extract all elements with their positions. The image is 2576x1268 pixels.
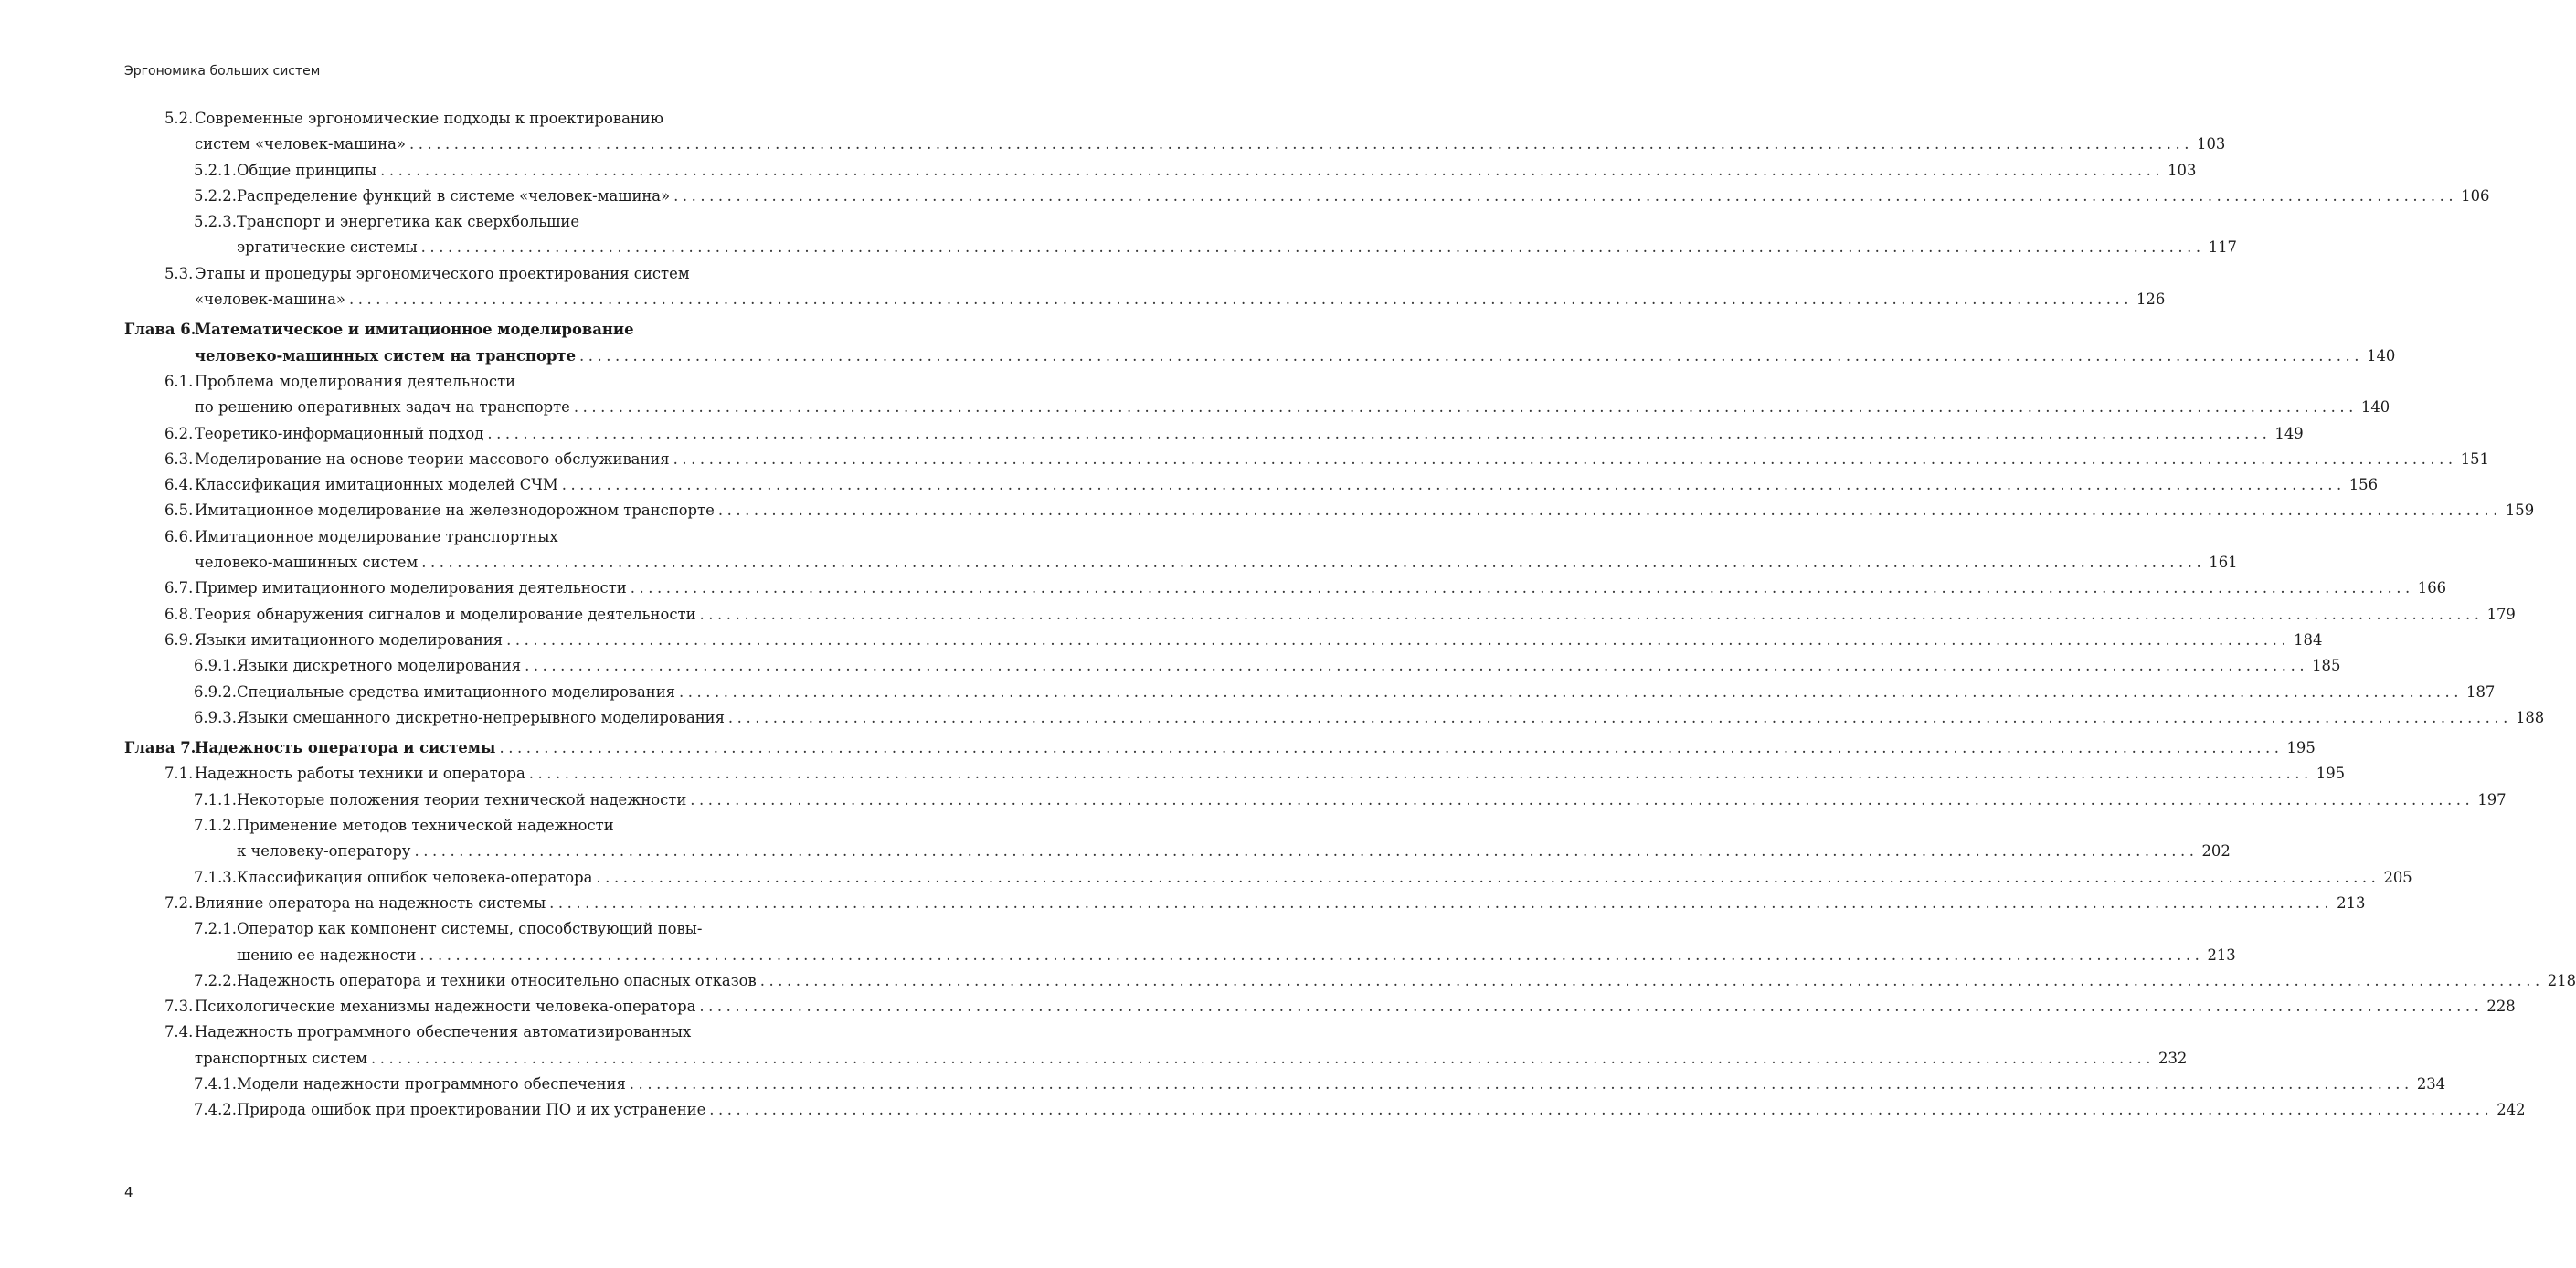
entry-leader — [195, 994, 2516, 1020]
dot-leader: ........................................................................................................................................................................................................ — [690, 790, 2475, 808]
entry-leader — [195, 287, 2166, 312]
toc-entry — [0, 865, 2412, 891]
entry-number: 6.8. — [164, 605, 194, 623]
entry-title: Классификация имитационных моделей СЧМ — [195, 476, 558, 494]
toc-entry — [0, 1072, 2446, 1097]
dot-leader: ........................................................................................................................................................................................................ — [528, 765, 2313, 783]
entry-number: 5.2. — [164, 110, 194, 127]
entry-line — [0, 472, 2379, 498]
entry-number: Глава 6. — [124, 321, 196, 339]
entry-line — [0, 498, 2535, 523]
chapter-entry — [0, 317, 2396, 369]
entry-line — [0, 132, 2226, 157]
toc-entry — [0, 472, 2379, 498]
page-ref: 106 — [2461, 186, 2490, 205]
entry-leader — [195, 421, 2304, 447]
entry-leader — [237, 839, 2231, 864]
entry-line — [0, 524, 891, 550]
entry-title: Современные эргономические подходы к проектированию — [195, 110, 663, 127]
page-ref: 185 — [2312, 657, 2341, 675]
entry-number: 6.6. — [164, 527, 194, 545]
page-number: 4 — [124, 1184, 133, 1200]
entry-title: Имитационное моделирование на железнодорожном транспорте — [195, 502, 715, 520]
entry-leader — [195, 576, 2447, 601]
entry-line — [0, 705, 2545, 731]
entry-line — [0, 343, 2396, 369]
page-ref: 159 — [2505, 502, 2535, 520]
entry-title: «человек-машина» — [195, 291, 345, 309]
dot-leader: ........................................................................................................................................................................................................ — [487, 424, 2272, 442]
dot-leader: ........................................................................................................................................................................................................ — [380, 161, 2165, 179]
entry-title: Языки дискретного моделирования — [237, 657, 522, 675]
entry-leader — [195, 132, 2226, 157]
page-ref: 103 — [2168, 161, 2197, 179]
entry-line — [0, 680, 2496, 705]
page-ref: 103 — [2197, 135, 2226, 153]
dot-leader: ........................................................................................................................................................................................................ — [414, 842, 2199, 861]
entry-title: Проблема моделирования деятельности — [195, 372, 516, 390]
entry-number: 6.1. — [164, 372, 194, 390]
entry-line — [0, 968, 2576, 994]
entry-leader — [237, 235, 2237, 260]
entry-number: 5.3. — [164, 264, 194, 282]
entry-title: по решению оперативных задач на транспорте — [195, 398, 570, 417]
toc-entry — [0, 813, 2231, 865]
page-ref: 188 — [2515, 708, 2545, 726]
entry-line — [0, 184, 2490, 209]
entry-title: Языки имитационного моделирования — [195, 630, 504, 649]
entry-title: Распределение функций в системе «человек-машина» — [237, 186, 671, 205]
entry-leader — [237, 680, 2496, 705]
toc-entry — [0, 158, 2197, 184]
entry-line — [0, 994, 2516, 1020]
page-ref: 126 — [2136, 291, 2166, 309]
entry-title: Оператор как компонент системы, способствующий повы- — [237, 920, 703, 938]
page-ref: 232 — [2158, 1049, 2188, 1067]
entry-title: Специальные средства имитационного моделирования — [237, 682, 675, 701]
dot-leader: ........................................................................................................................................................................................................ — [421, 554, 2206, 572]
toc-entry — [0, 184, 2490, 209]
entry-leader — [195, 735, 2316, 761]
page-ref: 228 — [2486, 998, 2516, 1016]
page-ref: 166 — [2417, 579, 2447, 597]
entry-title: Надежность оператора и системы — [195, 739, 496, 757]
dot-leader: ........................................................................................................................................................................................................ — [420, 238, 2205, 257]
entry-number: Глава 7. — [124, 739, 196, 757]
table-of-contents — [0, 106, 2576, 1124]
toc-entry — [0, 421, 2304, 447]
entry-leader — [195, 472, 2379, 498]
page-ref: 149 — [2274, 424, 2304, 442]
toc-entry — [0, 628, 2323, 653]
dot-leader: ........................................................................................................................................................................................................ — [525, 657, 2309, 675]
entry-title: Надежность программного обеспечения автоматизированных — [195, 1023, 692, 1041]
entry-title: человеко-машинных систем на транспорте — [195, 346, 576, 365]
toc-entry — [0, 602, 2516, 628]
entry-line — [0, 287, 2166, 312]
entry-number: 7.4.1. — [194, 1074, 237, 1093]
page-ref: 156 — [2348, 476, 2379, 494]
entry-number: 5.2.2. — [194, 186, 237, 205]
entry-number: 6.7. — [164, 579, 194, 597]
entry-number: 7.1.2. — [194, 817, 237, 835]
dot-leader: ........................................................................................................................................................................................................ — [759, 971, 2544, 989]
entry-number: 7.2.2. — [194, 971, 237, 989]
page-ref: 117 — [2208, 238, 2237, 257]
page-ref: 179 — [2486, 605, 2516, 623]
entry-title: Пример имитационного моделирования деятельности — [195, 579, 627, 597]
entry-line — [0, 891, 2366, 916]
entry-title: шению ее надежности — [237, 946, 417, 964]
entry-number: 7.4.2. — [194, 1101, 237, 1119]
dot-leader: ........................................................................................................................................................................................................ — [499, 739, 2284, 757]
entry-line — [0, 865, 2412, 891]
dot-leader: ........................................................................................................................................................................................................ — [561, 476, 2346, 494]
dot-leader: ........................................................................................................................................................................................................ — [673, 186, 2458, 205]
entry-leader — [237, 158, 2197, 184]
entry-title: Психологические механизмы надежности человека-оператора — [195, 998, 696, 1016]
toc-entry — [0, 653, 2341, 679]
entry-leader — [195, 602, 2516, 628]
dot-leader: ........................................................................................................................................................................................................ — [699, 605, 2484, 623]
entry-leader — [195, 395, 2390, 420]
page-ref: 213 — [2207, 946, 2236, 964]
toc-entry — [0, 761, 2346, 787]
entry-line — [0, 550, 2238, 576]
entry-number: 6.9.3. — [194, 708, 237, 726]
entry-line — [0, 653, 2341, 679]
page-ref: 197 — [2477, 790, 2507, 808]
toc-entry — [0, 891, 2366, 916]
entry-line — [0, 787, 2507, 813]
dot-leader: ........................................................................................................................................................................................................ — [717, 502, 2502, 520]
entry-number: 6.3. — [164, 449, 194, 468]
entry-line — [0, 369, 891, 395]
entry-line — [0, 761, 2346, 787]
entry-number: 7.4. — [164, 1023, 194, 1041]
entry-title: Транспорт и энергетика как сверхбольшие — [237, 213, 580, 231]
entry-leader — [195, 447, 2489, 472]
toc-entry — [0, 1020, 2188, 1072]
dot-leader: ........................................................................................................................................................................................................ — [419, 946, 2204, 964]
entry-number: 7.1.3. — [194, 868, 237, 886]
entry-leader — [237, 705, 2545, 731]
entry-line — [0, 628, 2323, 653]
entry-title: человеко-машинных систем — [195, 554, 419, 572]
toc-entry — [0, 1097, 2526, 1123]
toc-entry — [0, 916, 2236, 968]
entry-line — [0, 317, 891, 343]
entry-leader — [195, 1046, 2188, 1072]
entry-line — [0, 106, 891, 132]
dot-leader: ........................................................................................................................................................................................................ — [371, 1049, 2156, 1067]
page-ref: 205 — [2383, 868, 2412, 886]
entry-line — [0, 395, 2390, 420]
dot-leader: ........................................................................................................................................................................................................ — [596, 868, 2380, 886]
entry-number: 6.4. — [164, 476, 194, 494]
entry-title: Языки смешанного дискретно-непрерывного моделирования — [237, 708, 725, 726]
entry-title: Модели надежности программного обеспечения — [237, 1074, 626, 1093]
entry-leader — [237, 787, 2507, 813]
entry-title: Классификация ошибок человека-оператора — [237, 868, 593, 886]
entry-line — [0, 1097, 2526, 1123]
entry-line — [0, 602, 2516, 628]
entry-leader — [237, 943, 2236, 968]
entry-line — [0, 261, 891, 287]
entry-title: Общие принципы — [237, 161, 377, 179]
entry-leader — [195, 343, 2396, 369]
entry-number: 7.2. — [164, 893, 194, 912]
dot-leader: ........................................................................................................................................................................................................ — [549, 893, 2334, 912]
entry-leader — [195, 891, 2366, 916]
entry-line — [0, 943, 2236, 968]
entry-title: Математическое и имитационное моделирование — [195, 321, 634, 339]
page-ref: 195 — [2286, 739, 2316, 757]
page-ref: 140 — [2367, 346, 2396, 365]
toc-entry — [0, 576, 2447, 601]
entry-line — [0, 235, 2237, 260]
entry-title: к человеку-оператору — [237, 842, 411, 861]
toc-entry — [0, 705, 2545, 731]
entry-number: 6.5. — [164, 502, 194, 520]
toc-entry — [0, 261, 2166, 313]
entry-title: Надежность оператора и техники относительно опасных отказов — [237, 971, 757, 989]
entry-title: Применение методов технической надежности — [237, 817, 614, 835]
entry-number: 5.2.1. — [194, 161, 237, 179]
entry-line — [0, 839, 2231, 864]
toc-entry — [0, 209, 2237, 261]
entry-leader — [237, 1097, 2526, 1123]
page-ref: 187 — [2466, 682, 2496, 701]
entry-number: 6.2. — [164, 424, 194, 442]
page-ref: 242 — [2496, 1101, 2526, 1119]
entry-leader — [195, 550, 2238, 576]
dot-leader: ........................................................................................................................................................................................................ — [629, 1074, 2413, 1093]
entry-title: Природа ошибок при проектировании ПО и их устранение — [237, 1101, 706, 1119]
entry-number: 7.1. — [164, 765, 194, 783]
entry-title: систем «человек-машина» — [195, 135, 406, 153]
entry-title: Некоторые положения теории технической надежности — [237, 790, 687, 808]
toc-entry — [0, 994, 2516, 1020]
toc-entry — [0, 968, 2576, 994]
dot-leader: ........................................................................................................................................................................................................ — [506, 630, 2291, 649]
entry-leader — [237, 968, 2576, 994]
entry-line — [0, 447, 2489, 472]
entry-line — [0, 158, 2197, 184]
entry-line — [0, 1072, 2446, 1097]
dot-leader: ........................................................................................................................................................................................................ — [573, 398, 2358, 417]
toc-entry — [0, 447, 2489, 472]
toc-entry — [0, 106, 2226, 158]
dot-leader: ........................................................................................................................................................................................................ — [679, 682, 2464, 701]
entry-number: 6.9.2. — [194, 682, 237, 701]
entry-title: Влияние оператора на надежность системы — [195, 893, 546, 912]
page-ref: 213 — [2337, 893, 2366, 912]
entry-number: 7.3. — [164, 998, 194, 1016]
entry-line — [0, 1046, 2188, 1072]
dot-leader: ........................................................................................................................................................................................................ — [408, 135, 2194, 153]
dot-leader: ........................................................................................................................................................................................................ — [348, 291, 2133, 309]
entry-leader — [237, 865, 2412, 891]
entry-number: 7.2.1. — [194, 920, 237, 938]
entry-leader — [237, 1072, 2446, 1097]
dot-leader: ........................................................................................................................................................................................................ — [630, 579, 2414, 597]
dot-leader: ........................................................................................................................................................................................................ — [673, 449, 2457, 468]
entry-line — [0, 1020, 891, 1045]
entry-title: Этапы и процедуры эргономического проектирования систем — [195, 264, 690, 282]
running-head: Эргономика больших систем — [124, 64, 321, 79]
entry-line — [0, 813, 891, 839]
entry-line — [0, 209, 891, 235]
page-ref: 218 — [2547, 971, 2576, 989]
entry-title: Имитационное моделирование транспортных — [195, 527, 558, 545]
entry-title: эргатические системы — [237, 238, 418, 257]
toc-entry — [0, 524, 2238, 576]
entry-line — [0, 421, 2304, 447]
page-ref: 184 — [2294, 630, 2323, 649]
entry-leader — [195, 761, 2346, 787]
entry-title: Моделирование на основе теории массового обслуживания — [195, 449, 670, 468]
entry-number: 5.2.3. — [194, 213, 237, 231]
entry-title: транспортных систем — [195, 1049, 368, 1067]
toc-entry — [0, 680, 2496, 705]
entry-leader — [237, 653, 2341, 679]
chapter-entry — [0, 735, 2316, 761]
page-ref: 151 — [2460, 449, 2489, 468]
entry-leader — [237, 184, 2490, 209]
entry-leader — [195, 628, 2323, 653]
entry-title: Теория обнаружения сигналов и моделирование деятельности — [195, 605, 696, 623]
entry-number: 6.9. — [164, 630, 194, 649]
entry-line — [0, 576, 2447, 601]
page-ref: 161 — [2209, 554, 2238, 572]
entry-line — [0, 916, 891, 942]
entry-leader — [195, 498, 2535, 523]
entry-number: 6.9.1. — [194, 657, 237, 675]
entry-line — [0, 735, 2316, 761]
page-ref: 195 — [2316, 765, 2346, 783]
entry-title: Надежность работы техники и оператора — [195, 765, 525, 783]
entry-title: Теоретико-информационный подход — [195, 424, 484, 442]
dot-leader: ........................................................................................................................................................................................................ — [727, 708, 2512, 726]
toc-entry — [0, 787, 2507, 813]
entry-number: 7.1.1. — [194, 790, 237, 808]
toc-entry — [0, 369, 2390, 421]
dot-leader: ........................................................................................................................................................................................................ — [709, 1101, 2494, 1119]
page-ref: 202 — [2201, 842, 2231, 861]
dot-leader: ........................................................................................................................................................................................................ — [579, 346, 2364, 365]
toc-entry — [0, 498, 2535, 523]
page-ref: 140 — [2360, 398, 2390, 417]
page-ref: 234 — [2416, 1074, 2446, 1093]
dot-leader: ........................................................................................................................................................................................................ — [699, 998, 2484, 1016]
